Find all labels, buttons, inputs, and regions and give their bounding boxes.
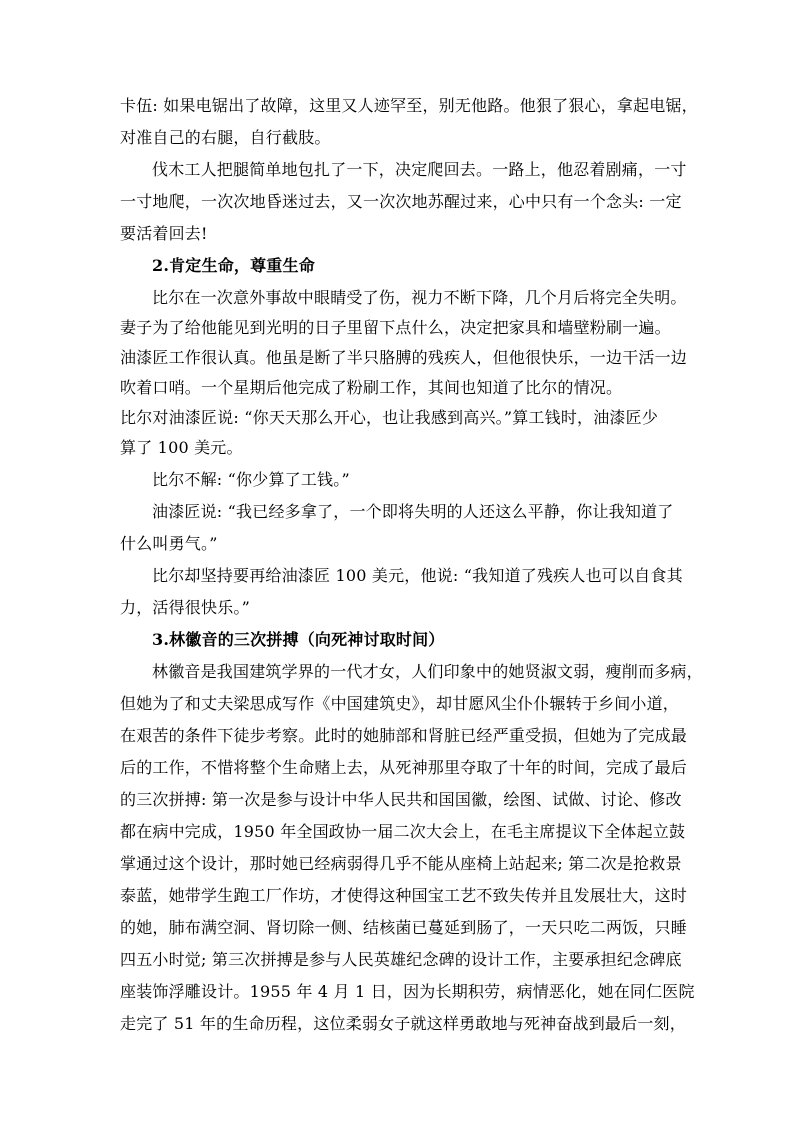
text-line: 一寸地爬，一次次地昏迷过去，又一次次地苏醒过来，心中只有一个念头: 一定	[120, 192, 682, 211]
text-line: 油漆匠工作很认真。他虽是断了半只胳膊的残疾人，但他很快乐，一边干活一边	[120, 348, 688, 367]
text-line: 卡伍: 如果电锯出了故障，这里又人迹罕至，别无他路。他狠了狠心，拿起电锯，	[120, 96, 698, 115]
text-line: 算了 100 美元。	[120, 438, 243, 457]
text-line: 的三次拼搏: 第一次是参与设计中华人民共和国国徽，绘图、试做、讨论、修改	[120, 790, 682, 809]
text-line: 比尔不解: “你少算了工钱。”	[152, 470, 350, 489]
text-line: 油漆匠说: “我已经多拿了，一个即将失明的人还这么平静，你让我知道了	[152, 502, 674, 521]
text-line: 吹着口哨。一个星期后他完成了粉刷工作，其间也知道了比尔的情况。	[120, 378, 623, 397]
text-line: 伐木工人把腿简单地包扎了一下，决定爬回去。一路上，他忍着剧痛，一寸	[152, 160, 687, 179]
text-line: 比尔在一次意外事故中眼睛受了伤，视力不断下降，几个月后将完全失明。	[152, 288, 687, 307]
text-line: 力，活得很快乐。”	[120, 598, 250, 617]
text-line: 对准自己的右腿，自行截肢。	[120, 128, 331, 147]
text-line: 林徽音是我国建筑学界的一代才女，人们印象中的她贤淑文弱，瘦削而多病，	[152, 662, 703, 681]
text-line: 的她，肺布满空洞、肾切除一侧、结核菌已蔓延到肠了，一天只吃二两饭，只睡	[120, 918, 688, 937]
text-line: 在艰苦的条件下徒步考察。此时的她肺部和肾脏已经严重受损，但她为了完成最	[120, 726, 688, 745]
text-line: 但她为了和丈夫梁思成写作《中国建筑史》，却甘愿风尘仆仆辗转于乡间小道，	[120, 694, 680, 713]
text-line: 要活着回去!	[120, 224, 208, 243]
text-line: 妻子为了给他能见到光明的日子里留下点什么，决定把家具和墙壁粉刷一遍。	[120, 318, 671, 337]
text-line: 座装饰浮雕设计。1955 年 4 月 1 日，因为长期积劳，病情恶化，她在同仁医院	[120, 982, 695, 1001]
text-line: 泰蓝，她带学生跑工厂作坊，才使得这种国宝工艺不致失传并且发展壮大，这时	[120, 886, 688, 905]
text-line: 比尔却坚持要再给油漆匠 100 美元，他说: “我知道了残疾人也可以自食其	[152, 566, 683, 585]
text-line: 什么叫勇气。”	[120, 534, 218, 553]
section-heading: 2.肯定生命，尊重生命	[152, 256, 315, 275]
section-heading: 3.林徽音的三次拼搏（向死神讨取时间）	[152, 630, 445, 649]
text-line: 四五小时觉; 第三次拼搏是参与人民英雄纪念碑的设计工作，主要承担纪念碑底	[120, 950, 682, 969]
text-line: 都在病中完成，1950 年全国政协一届二次大会上，在毛主席提议下全体起立鼓	[120, 822, 686, 841]
text-line: 比尔对油漆匠说: “你天天那么开心，也让我感到高兴。”算工钱时，油漆匠少	[120, 408, 659, 427]
text-line: 后的工作，不惜将整个生命赌上去，从死神那里夺取了十年的时间，完成了最后	[120, 758, 688, 777]
text-line: 掌通过这个设计，那时她已经病弱得几乎不能从座椅上站起来; 第二次是抢救景	[120, 854, 682, 873]
text-line: 走完了 51 年的生命历程，这位柔弱女子就这样勇敢地与死神奋战到最后一刻，	[120, 1014, 686, 1033]
